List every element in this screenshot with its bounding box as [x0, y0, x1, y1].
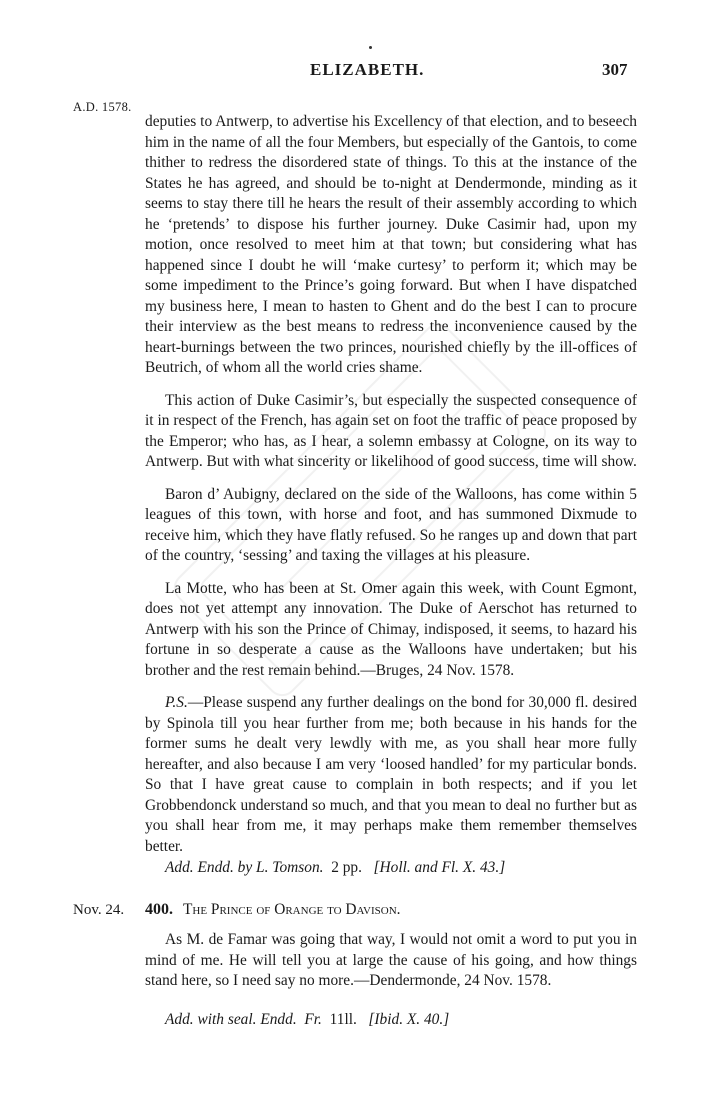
paragraph-1: deputies to Antwerp, to advertise his Excellency of that election, and to beseech him in the name of all the four Members, but especially of the Gantois, to come thither to redress the disordered state of things. To this at the instance of the States he has agreed, and should be to-night at Dendermonde, minding as it seems to stay there till he hears the result of their assembly according to which he ‘pretends’ to dispose his further journey. Duke Casimir had, upon my motion, once resolved to meet him at that town; but considering what has happened since I doubt he will ‘make curtesy’ to perform it; which may be some impediment to the Prince’s going forward. But when I have dispatched my business here, I mean to hasten to Ghent and do the best I can to procure their interview as the best means to redress the inconvenience caused by the heart-burnings between the two princes, nourished chiefly by the ill-offices of Beutrich, of whom all the world cries shame.	[145, 113, 637, 376]
margin-year: A.D. 1578.	[73, 100, 132, 114]
postscript-label: P.S.	[165, 694, 188, 711]
endorsement-2	[165, 1010, 635, 1030]
endorsement-2-lines: 11ll.	[329, 1011, 357, 1028]
top-ornament-dot	[369, 46, 372, 49]
entry-paragraph: As M. de Famar was going that way, I would not omit a word to put you in mind of me. He will tell you at large the cause of his going, and how things stand here, so I need say no more.—Dendermonde, 24 Nov. 1578.	[145, 931, 637, 989]
paragraph-3: Baron d’ Aubigny, declared on the side of the Walloons, has come within 5 leagues of this town, with horse and foot, and has summoned Dixmude to receive him, which they have flatly refused. So he ranges up and down that part of the country, ‘sessing’ and taxing the villages at his pleasure.	[145, 485, 637, 564]
endorsement-2-lang: Fr.	[304, 1011, 322, 1028]
running-head	[0, 60, 709, 84]
letter-body	[145, 112, 637, 869]
endorsement-1-ref: [Holl. and Fl. X. 43.]	[373, 859, 506, 876]
endorsement-1-pages: 2 pp.	[331, 859, 362, 876]
endorsement-2-ref: [Ibid. X. 40.]	[368, 1011, 450, 1028]
entry-body	[145, 930, 637, 1004]
endorsement-1	[165, 858, 635, 878]
paragraph-4: La Motte, who has been at St. Omer again this week, with Count Egmont, does not yet attempt any innovation. The Duke of Aerschot has returned to Antwerp with his son the Prince of Chimay, indisposed, it seems, to hazard his fortune in so desperate a cause as the Walloons have undertaken; but his brother and the rest remain behind.—Bruges, 24 Nov. 1578.	[145, 579, 637, 679]
postscript-text: —Please suspend any further dealings on the bond for 30,000 fl. desired by Spinola till you hear further from me; both because in his hands for the former sums he dealt very lewdly with me, as you shall hear more fully hereafter, and also because I am very ‘loosed handled’ for my particular bonds. So that I have great cause to complain in both respects; and if you let Grobbendonck understand so much, and that you mean to deal no further but as you shall hear from me, it may perhaps make them remember themselves better.	[145, 694, 637, 855]
entry-title: The Prince of Orange to Davison.	[183, 901, 401, 918]
page-number: 307	[602, 60, 628, 79]
entry-number: 400.	[145, 901, 173, 918]
endorsement-2-prefix: Add. with seal. Endd.	[165, 1011, 297, 1028]
entry-heading	[145, 901, 401, 919]
endorsement-1-prefix: Add. Endd. by L. Tomson.	[165, 859, 324, 876]
entry-date: Nov. 24.	[73, 902, 125, 918]
running-title: ELIZABETH.	[310, 60, 425, 79]
paragraph-2: This action of Duke Casimir’s, but especially the suspected consequence of it in respect of the French, has again set on foot the traffic of peace proposed by the Emperor; who has, as I hear, a solemn embassy at Cologne, on its way to Antwerp. But with what sincerity or likelihood of good success, time will show.	[145, 391, 637, 470]
postscript	[145, 693, 637, 857]
